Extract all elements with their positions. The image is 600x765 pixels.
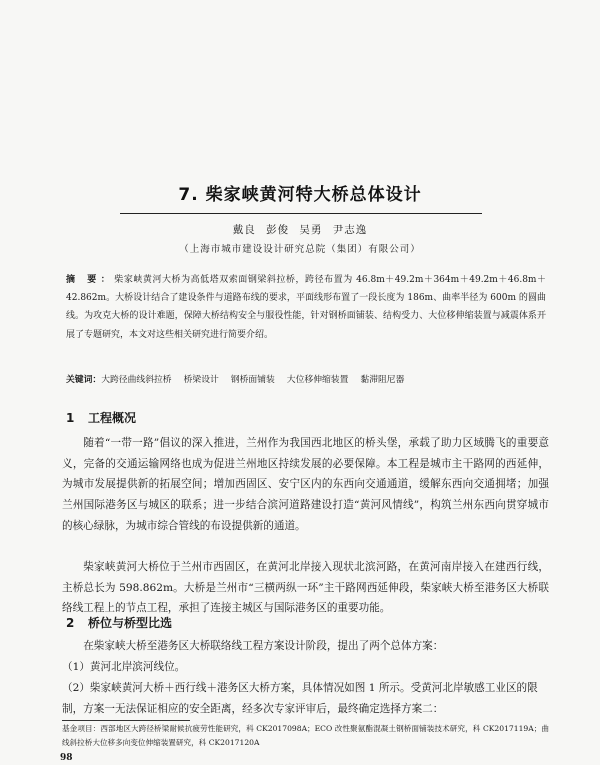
keyword: 钢桥面铺装 [230, 375, 275, 385]
keyword: 桥梁设计 [183, 375, 219, 385]
keyword: 大跨径曲线斜拉桥 [101, 375, 172, 385]
page-number: 98 [60, 753, 73, 763]
keywords-label: 关键词： [66, 375, 102, 385]
abstract [66, 271, 546, 344]
section-title: 桥位与桥型比选 [88, 616, 173, 630]
keywords [66, 373, 546, 387]
body-paragraph: 柴家峡黄河大桥位于兰州市西固区，在黄河北岸接入现状北滨河路，在黄河南岸接入在建西行线，主桥总长为 598.862m。大桥是兰州市“三横两纵一环”主干路网西延伸段，柴家峡大桥至港务区大桥联络线工程上的节点工程，承担了连接主城区与国际港务区的重要功能。 [62, 561, 549, 615]
body-paragraph: 在柴家峡大桥至港务区大桥联络线工程方案设计阶段，提出了两个总体方案： [83, 640, 444, 652]
footnote-divider [62, 720, 190, 721]
section-number: 2 [66, 616, 75, 630]
body-paragraph: 随着“一带一路”倡议的深入推进，兰州作为我国西北地区的桥头堡，承载了助力区域腾飞的重要意义，完备的交通运输网络也成为促进兰州地区持续发展的必要保障。本工程是城市主干路网的西延伸，为城市发展提供新的拓展空间；增加西固区、安宁区内的东西向交通通道，缓解东西向交通拥堵；加强兰州国际港务区与城区的联系；进一步结合滨河道路建设打造“黄河风情线”，构筑兰州东西向贯穿城市的核心绿脉，为城市综合管线的布设提供新的通道。 [62, 437, 549, 532]
abstract-label: 摘 要： [66, 275, 115, 285]
section-number: 1 [66, 411, 75, 425]
section-heading [66, 614, 172, 631]
section-title: 工程概况 [88, 411, 137, 425]
author-list: 戴良 彭俊 吴勇 尹志逸 [232, 224, 368, 236]
keyword: 黏滞阻尼器 [360, 375, 405, 385]
list-item: （2）柴家峡黄河大桥＋西行线＋港务区大桥方案，具体情况如图 1 所示。受黄河北岸敏感工业区的限制，方案一无法保证相应的安全距离，经多次专家评审后，最终确定选择方案二： [62, 682, 538, 715]
title-divider [120, 213, 482, 214]
section-heading [66, 409, 136, 426]
list-item: （1）黄河北岸滨河线位。 [62, 661, 186, 673]
abstract-text: 柴家峡黄河大桥为高低塔双索面钢梁斜拉桥，跨径布置为 46.8m＋49.2m＋364m＋49.2m＋46.8m＋42.862m。大桥设计结合了建设条件与道路布线的要求，平面线形布置了一段长度为 186m、曲率半径为 600m 的圆曲线。为攻克大桥的设计难题，保障大桥结构安全与服役性能，针对钢桥面铺装、结构受力、大位移伸缩装置与减震体系开展了专题研究，本文对这些相关研究进行简要介绍。 [66, 275, 546, 340]
paper-title: 7. 柴家峡黄河特大桥总体设计 [178, 185, 422, 205]
affiliation: （上海市城市建设设计研究总院（集团）有限公司） [179, 244, 421, 255]
keyword: 大位移伸缩装置 [286, 375, 349, 385]
footnote: 基金项目：西部地区大跨径桥梁耐候抗疲劳性能研究，科 CK2017098A；ECO 改性聚氨酯混凝土钢桥面铺装技术研究，科 CK2017119A；曲线斜拉桥大位移多向变位伸缩装置研究，科 CK2017120A [62, 724, 549, 747]
